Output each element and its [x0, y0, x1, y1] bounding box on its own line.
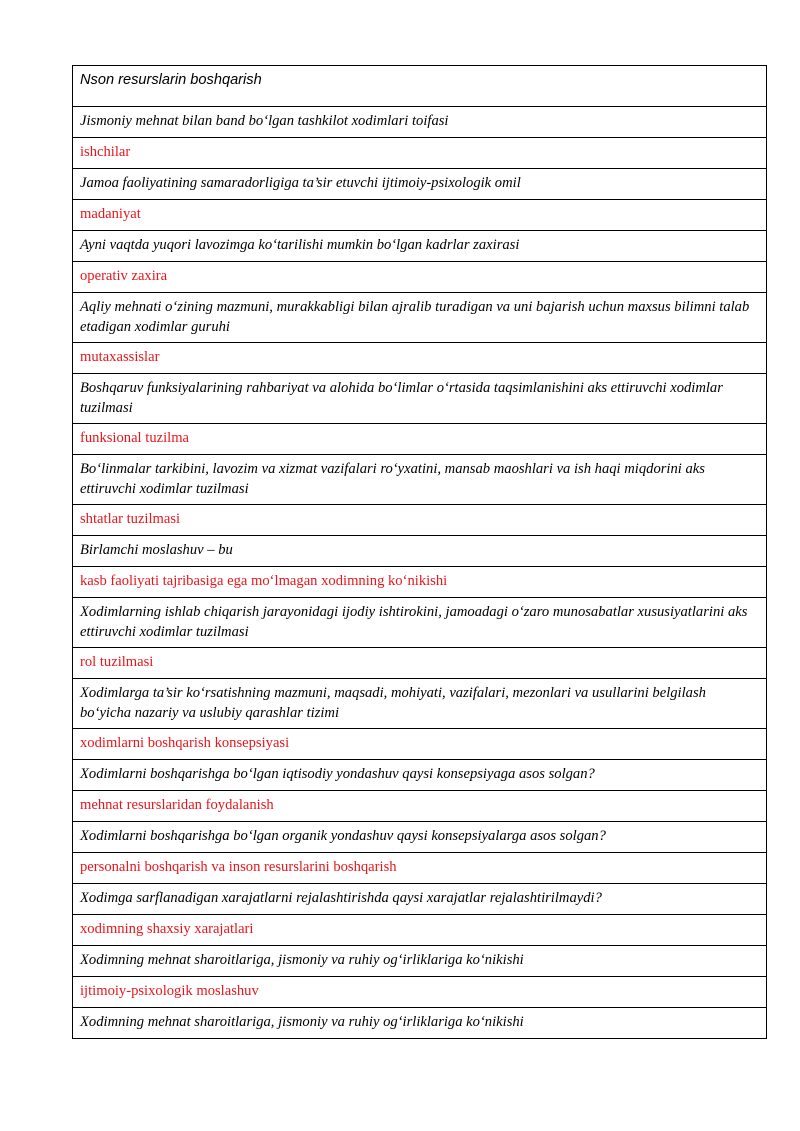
qa-table-body — [73, 66, 767, 1039]
question-row — [73, 107, 767, 138]
answer-row — [73, 977, 767, 1008]
answer-row — [73, 567, 767, 598]
answer-row — [73, 729, 767, 760]
answer-text: rol tuzilmasi — [73, 648, 767, 679]
question-row — [73, 1008, 767, 1039]
question-row — [73, 231, 767, 262]
answer-text: xodimlarni boshqarish konsepsiyasi — [73, 729, 767, 760]
question-row — [73, 946, 767, 977]
answer-row — [73, 648, 767, 679]
qa-table — [72, 65, 767, 1039]
answer-row — [73, 343, 767, 374]
answer-row — [73, 200, 767, 231]
answer-text: mutaxassislar — [73, 343, 767, 374]
document-page — [72, 65, 767, 1039]
question-row — [73, 822, 767, 853]
answer-text: kasb faoliyati tajribasiga ega mo‘lmagan xodimning ko‘nikishi — [73, 567, 767, 598]
question-text: Ayni vaqtda yuqori lavozimga ko‘tarilishi mumkin bo‘lgan kadrlar zaxirasi — [73, 231, 767, 262]
question-row — [73, 169, 767, 200]
answer-text: shtatlar tuzilmasi — [73, 505, 767, 536]
answer-text: funksional tuzilma — [73, 424, 767, 455]
document-title: Nson resurslarin boshqarish — [73, 66, 767, 107]
question-text: Xodimlarni boshqarishga bo‘lgan organik yondashuv qaysi konsepsiyalarga asos solgan? — [73, 822, 767, 853]
question-row — [73, 760, 767, 791]
question-row — [73, 374, 767, 424]
title-row — [73, 66, 767, 107]
question-text: Jamoa faoliyatining samaradorligiga ta’sir etuvchi ijtimoiy-psixologik omil — [73, 169, 767, 200]
question-text: Xodimlarga ta’sir ko‘rsatishning mazmuni, maqsadi, mohiyati, vazifalari, mezonlari va usullarini belgilash bo‘yicha nazariy va uslubiy qarashlar tizimi — [73, 679, 767, 729]
question-text: Xodimlarni boshqarishga bo‘lgan iqtisodiy yondashuv qaysi konsepsiyaga asos solgan? — [73, 760, 767, 791]
question-text: Xodimga sarflanadigan xarajatlarni rejalashtirishda qaysi xarajatlar rejalashtirilmaydi? — [73, 884, 767, 915]
question-row — [73, 679, 767, 729]
question-text: Birlamchi moslashuv – bu — [73, 536, 767, 567]
answer-row — [73, 138, 767, 169]
question-text: Xodimlarning ishlab chiqarish jarayonidagi ijodiy ishtirokini, jamoadagi o‘zaro munosabatlar xususiyatlarini aks ettiruvchi xodimlar tuzilmasi — [73, 598, 767, 648]
answer-text: ijtimoiy-psixologik moslashuv — [73, 977, 767, 1008]
question-text: Bo‘linmalar tarkibini, lavozim va xizmat vazifalari ro‘yxatini, mansab maoshlari va ish haqi miqdorini aks ettiruvchi xodimlar tuzilmasi — [73, 455, 767, 505]
answer-row — [73, 424, 767, 455]
answer-row — [73, 853, 767, 884]
answer-text: ishchilar — [73, 138, 767, 169]
question-row — [73, 598, 767, 648]
question-row — [73, 884, 767, 915]
question-text: Xodimning mehnat sharoitlariga, jismoniy va ruhiy og‘irliklariga ko‘nikishi — [73, 946, 767, 977]
answer-row — [73, 915, 767, 946]
question-row — [73, 293, 767, 343]
question-text: Xodimning mehnat sharoitlariga, jismoniy va ruhiy og‘irliklariga ko‘nikishi — [73, 1008, 767, 1039]
answer-text: personalni boshqarish va inson resurslarini boshqarish — [73, 853, 767, 884]
answer-row — [73, 505, 767, 536]
question-row — [73, 455, 767, 505]
answer-text: operativ zaxira — [73, 262, 767, 293]
answer-text: madaniyat — [73, 200, 767, 231]
answer-text: xodimning shaxsiy xarajatlari — [73, 915, 767, 946]
question-text: Jismoniy mehnat bilan band bo‘lgan tashkilot xodimlari toifasi — [73, 107, 767, 138]
answer-row — [73, 791, 767, 822]
question-text: Aqliy mehnati o‘zining mazmuni, murakkabligi bilan ajralib turadigan va uni bajarish uchun maxsus bilimni talab etadigan xodimlar guruhi — [73, 293, 767, 343]
question-row — [73, 536, 767, 567]
answer-text: mehnat resurslaridan foydalanish — [73, 791, 767, 822]
answer-row — [73, 262, 767, 293]
question-text: Boshqaruv funksiyalarining rahbariyat va alohida bo‘limlar o‘rtasida taqsimlanishini aks ettiruvchi xodimlar tuzilmasi — [73, 374, 767, 424]
